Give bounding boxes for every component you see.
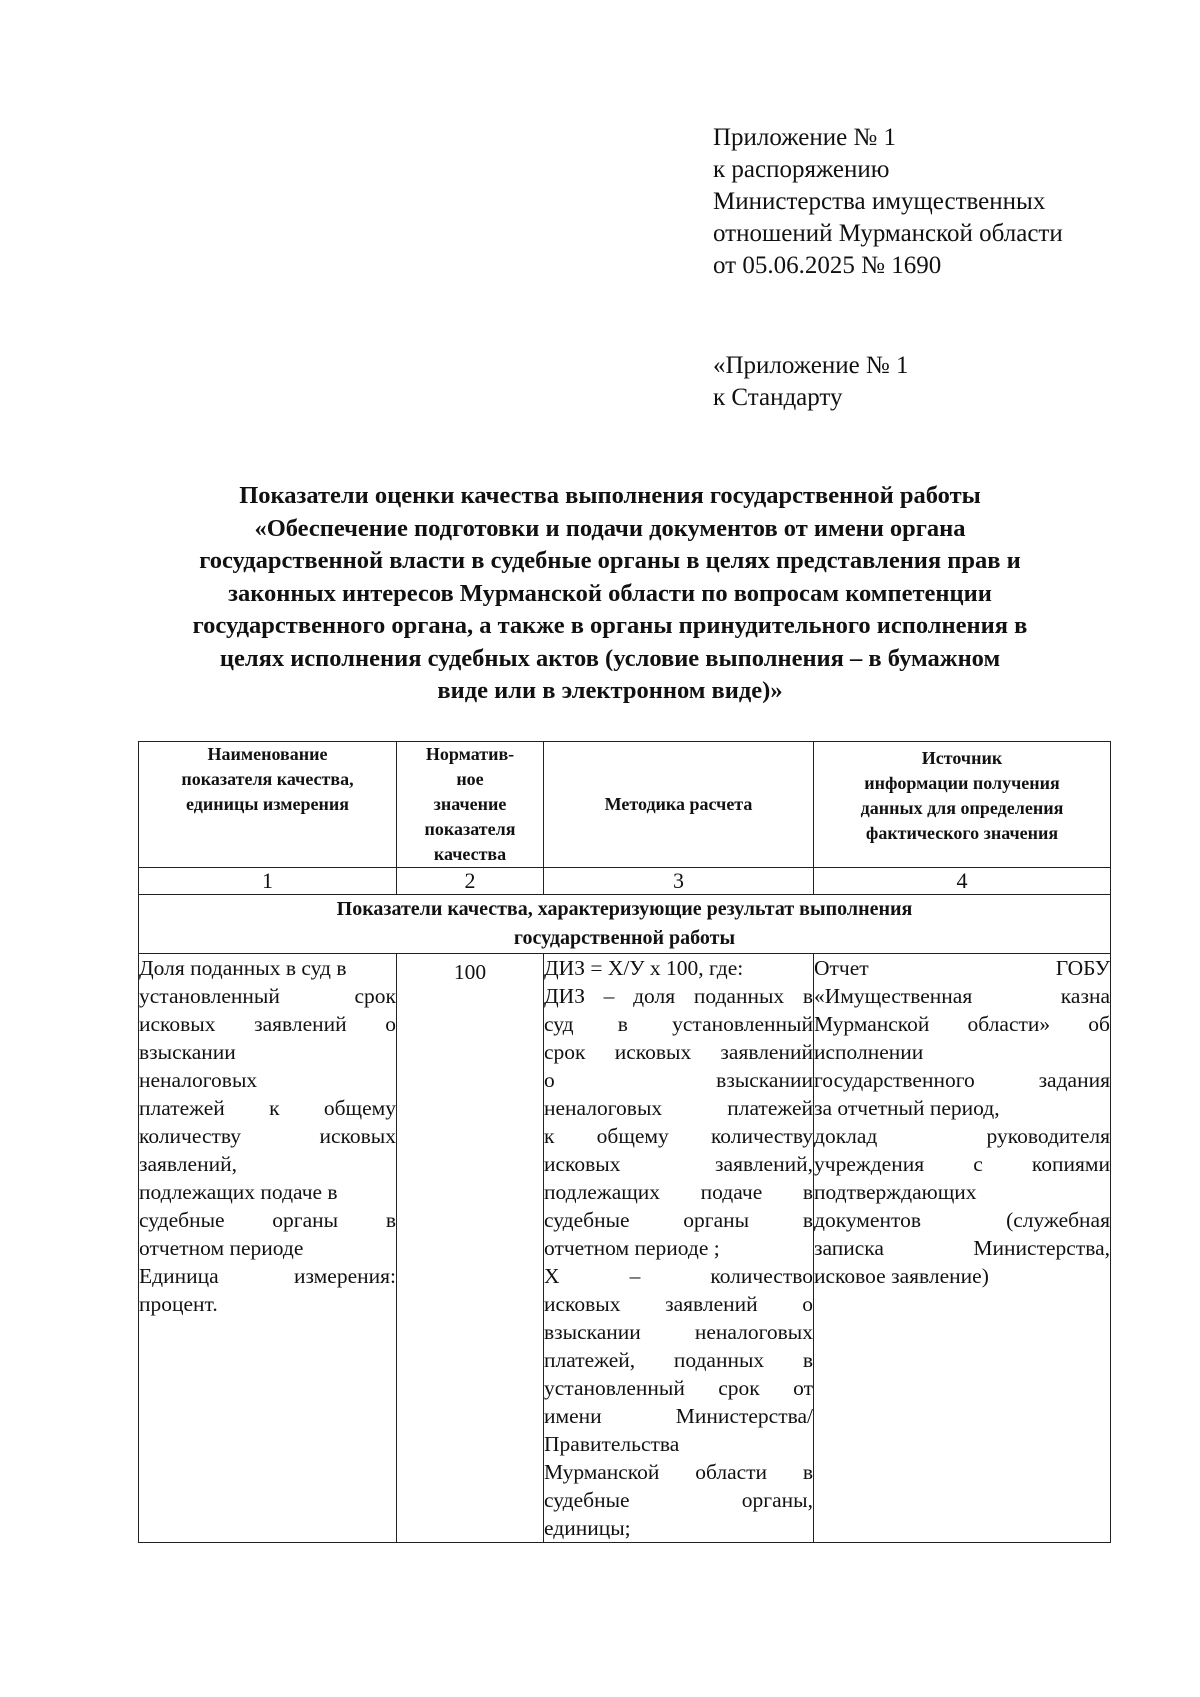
title-line: государственного органа, а также в органы принудительного исполнения в (192, 612, 1028, 639)
document-title (130, 480, 1090, 708)
title-line: государственной власти в судебные органы в целях представления прав и (199, 547, 1021, 574)
standard-ref-line: «Приложение № 1 (713, 352, 909, 379)
calculation-method-cell: ДИЗ = Х/У х 100, где: ДИЗ – доля поданных в суд в установленный срок исковых заявлений о взыскании неналоговых платежей к общему количеству исковых заявлений, подлежащих подаче в судебные органы в отчетном периоде ; Х – количество исковых заявлений о взыскании неналоговых платежей, поданных в установленный срок от имени Министерства/ Правительства Мурманской области в судебные органы, единицы; (544, 954, 814, 1543)
standard-reference (713, 350, 909, 414)
title-line: законных интересов Мурманской области по вопросам компетенции (228, 579, 992, 607)
quality-indicators-table (138, 741, 1111, 1543)
normative-value-cell: 100 (397, 954, 544, 1543)
information-source-cell: Отчет ГОБУ «Имущественная казна Мурманской области» об исполнении государственного задания за отчетный период, доклад руководителя учреждения с копиями подтверждающих документов (служебная записка Министерства, исковое заявление) (814, 954, 1111, 1543)
attachment-line: Министерства имущественных (713, 188, 1046, 215)
title-line: «Обеспечение подготовки и подачи документов от имени органа (254, 514, 966, 542)
column-number: 4 (814, 868, 1111, 895)
table-row (139, 954, 1111, 1543)
column-number: 1 (139, 868, 397, 895)
header-information-source: Источник информации получения данных для определения фактического значения (814, 742, 1111, 868)
table-header-row (139, 742, 1111, 868)
attachment-line: Приложение № 1 (713, 124, 897, 151)
section-row (139, 895, 1111, 954)
attachment-line: от 05.06.2025 № 1690 (713, 252, 942, 279)
standard-ref-line: к Стандарту (713, 384, 843, 411)
title-line: виде или в электронном виде)» (437, 677, 783, 704)
attachment-header (713, 122, 1063, 282)
attachment-line: отношений Мурманской области (713, 220, 1063, 247)
column-number: 3 (544, 868, 814, 895)
title-line: Показатели оценки качества выполнения государственной работы (239, 482, 981, 509)
header-indicator-name: Наименование показателя качества, единицы измерения (139, 742, 397, 868)
attachment-line: к распоряжению (713, 156, 890, 183)
header-normative-value: Норматив- ное значение показателя качества (397, 742, 544, 868)
title-line: целях исполнения судебных актов (условие выполнения – в бумажном (219, 644, 1001, 672)
header-calculation-method: Методика расчета (544, 742, 814, 868)
column-number: 2 (397, 868, 544, 895)
indicator-name-cell: Доля поданных в суд в установленный срок исковых заявлений о взыскании неналоговых платежей к общему количеству исковых заявлений, подлежащих подаче в судебные органы в отчетном периоде Единица измерения: процент. (139, 954, 397, 1543)
column-number-row (139, 868, 1111, 895)
section-title: Показатели качества, характеризующие результат выполнения государственной работы (139, 895, 1111, 954)
